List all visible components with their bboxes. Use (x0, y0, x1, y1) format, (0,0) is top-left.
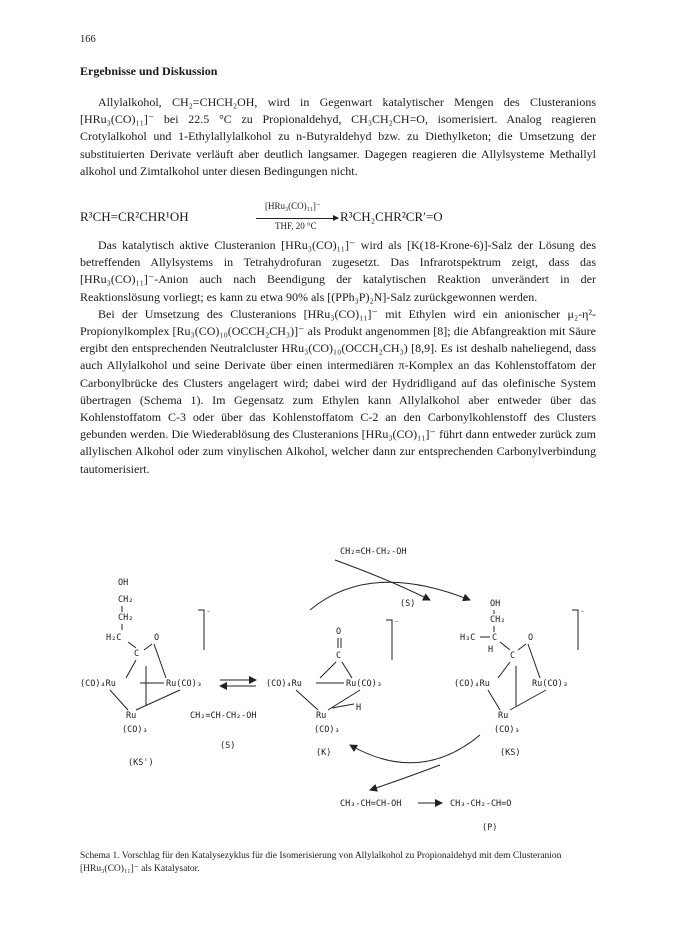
paragraph-2 (80, 237, 596, 478)
scheme-top-substrate: CH₂=CH-CH₂-OH (340, 547, 407, 557)
k-ru: Ru (316, 711, 327, 721)
ksp-o: O (154, 633, 160, 643)
ks-ru: Ru (498, 711, 509, 721)
ksp-charge: ⁻ (206, 609, 212, 619)
scheme-aldehyde: CH₃-CH₂-CH=O (450, 799, 512, 809)
ksp-ru-co3: Ru(CO)₃ (166, 679, 202, 689)
cluster-ks-prime (80, 578, 211, 768)
paragraph-1-text: Allylalkohol, CH₂=CHCH₂OH, wird in Gegenwart katalytischer Mengen des Clusteranions [HRu₃(CO)₁₁]⁻ bei 22.5 °C zu Propionaldehyd, CH₃CH₂CH=O, isomerisiert. Analog reagieren Crotylalkohol und 1-Ethylallylalkohol zu n-Butyraldehyd bzw. zu Diethylketon; die Umsetzung der substituierten Derivate verläuft aber deutlich langsamer. Dagegen reagieren die Allylsysteme Methallyl alkohol und Zimtalkohol unter diesen Bedingungen nicht. (80, 95, 596, 178)
reaction-arrow-icon (256, 218, 338, 219)
ks-h: H (488, 645, 494, 655)
scheme-label-k: (K) (316, 748, 332, 758)
scheme-label-s-top: (S) (400, 599, 416, 609)
scheme-label-s-left: (S) (220, 741, 236, 751)
ks-ru-co3: Ru(CO)₃ (532, 679, 568, 689)
equation-reactant: R³CH=CR²CHR¹OH (80, 209, 189, 224)
page-number: 166 (80, 34, 96, 45)
k-ru-co4: (CO)₄Ru (266, 679, 302, 689)
ks-c-a: C (492, 633, 498, 643)
cluster-k (266, 619, 399, 758)
ks-charge: ⁻ (580, 609, 586, 619)
k-ru-co3: Ru(CO)₃ (346, 679, 382, 689)
k-c: C (336, 651, 342, 661)
k-co3: (CO)₃ (314, 725, 340, 735)
reaction-equation (80, 203, 596, 233)
ksp-oh: OH (118, 578, 129, 588)
ks-ch2: CH₂ (490, 615, 506, 625)
ksp-ru-co4: (CO)₄Ru (80, 679, 116, 689)
equation-catalyst: [HRu₃(CO)₁₁]⁻ (265, 201, 321, 211)
catalytic-cycle-scheme (70, 540, 610, 850)
arrow-k-to-ks-icon (310, 582, 470, 610)
equation-product: R³CH₂CHR²CR′=O (340, 209, 443, 224)
section-heading: Ergebnisse und Diskussion (80, 64, 218, 78)
ks-co3: (CO)₃ (494, 725, 520, 735)
ks-ru-co4: (CO)₄Ru (454, 679, 490, 689)
paragraph-2-text: Das katalytisch aktive Clusteranion [HRu₃(CO)₁₁]⁻ wird als [K(18-Krone-6)]-Salz der Lösung des betreffenden Allylsystems in Tetrahydrofuran zugesetzt. Das Infrarotspektrum zeigt, dass das [HRu₃(CO)₁₁]⁻-Anion auch nach Beendigung der katalytischen Reaktion unverändert in der Reaktionslösung vorliegt; es kann zu etwa 90% als [(PPh₃P)₂N]-Salz zurückgewonnen werden. (80, 238, 596, 304)
ks-oh: OH (490, 599, 501, 609)
arrow-ks-to-k-icon (350, 735, 480, 763)
ksp-ch2-b: CH₂ (118, 613, 134, 623)
scheme-label-ks: (KS) (500, 748, 521, 758)
ks-o: O (528, 633, 534, 643)
paragraph-1 (80, 94, 596, 180)
k-h: H (356, 703, 362, 713)
scheme-label-ks-prime: (KS') (128, 758, 154, 768)
arrow-top-to-ks-icon (335, 560, 430, 600)
ksp-h2c: H₂C (106, 633, 122, 643)
ks-c-b: C (510, 651, 516, 661)
scheme-label-p: (P) (482, 823, 498, 833)
ksp-ru: Ru (126, 711, 137, 721)
ksp-c: C (134, 649, 140, 659)
scheme-left-substrate: CH₂=CH-CH₂-OH (190, 711, 257, 721)
k-o: O (336, 627, 342, 637)
scheme-enol: CH₃-CH=CH-OH (340, 799, 402, 809)
equation-conditions: THF, 20 °C (275, 221, 317, 231)
ks-h3c: H₃C (460, 633, 476, 643)
paragraph-3-text: Bei der Umsetzung des Clusteranions [HRu₃(CO)₁₁]⁻ mit Ethylen wird ein anionischer μ₂-η²-Propionylkomplex [Ru₃(CO)₁₀(OCCH₂CH₃)]⁻ als Produkt angenommen [8]; die Abfangreaktion mit Säure ergibt den entsprechenden Neutralcluster HRu₃(CO)₁₀(OCCH₂CH₃) [8,9]. Es ist deshalb naheliegend, dass auch Allylalkohol und seine Derivate über einen intermediären π-Komplex an das Kohlenstoffatom der Carbonylbrücke des Clusters angelagert wird; dabei wird der Hydridligand auf das olefinische System übertragen (Schema 1). Im Gegensatz zum Ethylen kann Allylalkohol aber entweder über das Kohlenstoffatom C-3 oder über das Kohlenstoffatom C-2 an den Carbonylkohlenstoff des Clusters gebunden werden. Die Wiederablösung des Clusteranions [HRu₃(CO)₁₁]⁻ führt dann entweder zurück zum allylischen Alkohol oder zum vinylischen Alkohol, welcher dann zur entsprechenden Carbonylverbindung tautomerisiert. (80, 306, 596, 476)
ksp-co3: (CO)₃ (122, 725, 148, 735)
ksp-ch2-a: CH₂ (118, 595, 134, 605)
scheme-caption: Schema 1. Vorschlag für den Katalysezyklus für die Isomerisierung von Allylalkohol zu Propionaldehyd mit dem Clusteranion [HRu₃(CO)₁₁]⁻ als Katalysator. (80, 851, 562, 874)
cluster-ks (454, 599, 585, 758)
k-charge: ⁻ (394, 619, 400, 629)
arrow-to-product-icon (370, 765, 440, 790)
